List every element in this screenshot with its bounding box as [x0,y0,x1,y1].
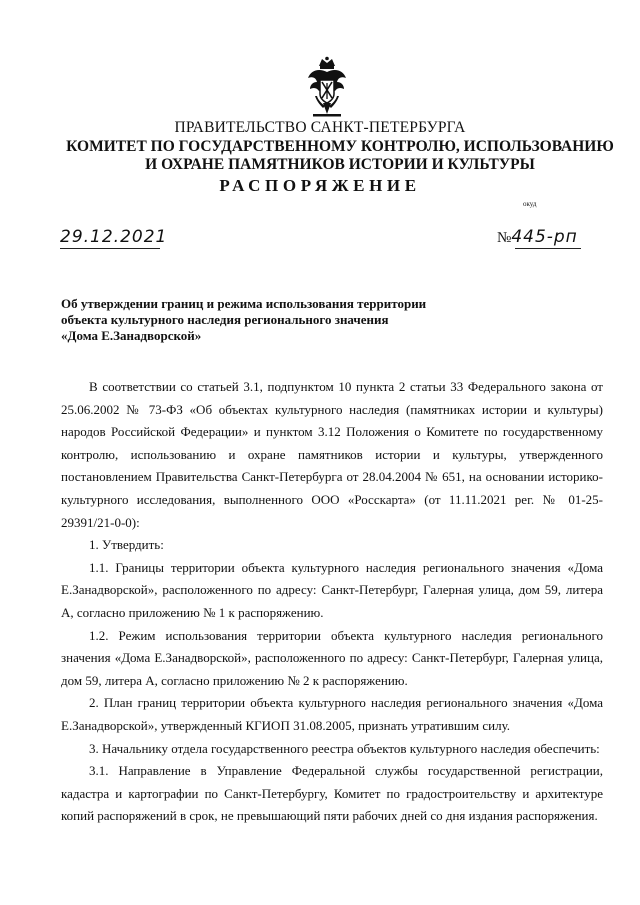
okud-mark: окуд [523,200,537,208]
body-paragraph-1: 1. Утвердить: [89,537,164,553]
government-title: ПРАВИТЕЛЬСТВО САНКТ-ПЕТЕРБУРГА [174,119,466,136]
subject-line-1: Об утверждении границ и режима использования территории [61,296,427,311]
body-paragraph-3: 3. Начальнику отдела государственного реестра объектов культурного наследия обеспечить: [89,740,600,756]
document-type-title: РАСПОРЯЖЕНИЕ [219,176,421,195]
date-underline [60,248,160,249]
number-value: 445-рп [511,227,578,247]
document-subject [61,296,441,344]
subject-line-3: «Дома Е.Занадворской» [61,328,202,343]
subject-line-2: объекта культурного наследия регионального значения [61,312,389,327]
document-date: 29.12.2021 [60,227,168,247]
committee-name-line-1: КОМИТЕТ ПО ГОСУДАРСТВЕННОМУ КОНТРОЛЮ, ИСПОЛЬЗОВАНИЮ [66,138,614,155]
body-paragraph-1-2: 1.2. Режим использования территории объекта культурного наследия регионального значения «Дома Е.Занадворской», расположенного по адресу: Санкт-Петербург, Галерная улица, дом 59, литера А, согласно приложению № 2 к распоряжению. [61,627,603,688]
body-paragraph-2: 2. План границ территории объекта культурного наследия регионального значения «Дома Е.Занадворской», утвержденный КГИОП 31.08.2005, признать утратившим силу. [61,695,603,733]
document-body [61,376,603,828]
coat-of-arms-icon [305,56,349,118]
body-paragraph-1-1: 1.1. Границы территории объекта культурного наследия регионального значения «Дома Е.Занадворской», расположенного по адресу: Санкт-Петербург, Галерная улица, дом 59, литера А, согласно приложению № 1 к распоряжению. [61,559,603,620]
number-sign: № [497,230,512,246]
body-paragraph-preamble: В соответствии со статьей 3.1, подпунктом 10 пункта 2 статьи 33 Федерального закона от 25.06.2002 № 73-ФЗ «Об объектах культурного наследия (памятниках истории и культуры) народов Российской Федерации» и пунктом 3.12 Положения о Комитете по государственному контролю, использованию и охране памятников истории и культуры, утвержденного постановлением Правительства Санкт-Петербурга от 28.04.2004 № 651, на основании историко-культурного исследования, выполненного ООО «Росскарта» (от 11.11.2021 рег. № 01-25-29391/21-0-0): [61,379,603,530]
document-number [497,227,578,247]
body-paragraph-3-1: 3.1. Направление в Управление Федеральной службы государственной регистрации, кадастра и картографии по Санкт-Петербургу, Комитет по градостроительству и архитектуре копий распоряжений в срок, не превышающий пяти рабочих дней со дня издания распоряжения. [61,763,603,824]
number-underline [515,248,581,249]
committee-name [40,138,640,174]
committee-name-line-2: И ОХРАНЕ ПАМЯТНИКОВ ИСТОРИИ И КУЛЬТУРЫ [145,156,535,173]
